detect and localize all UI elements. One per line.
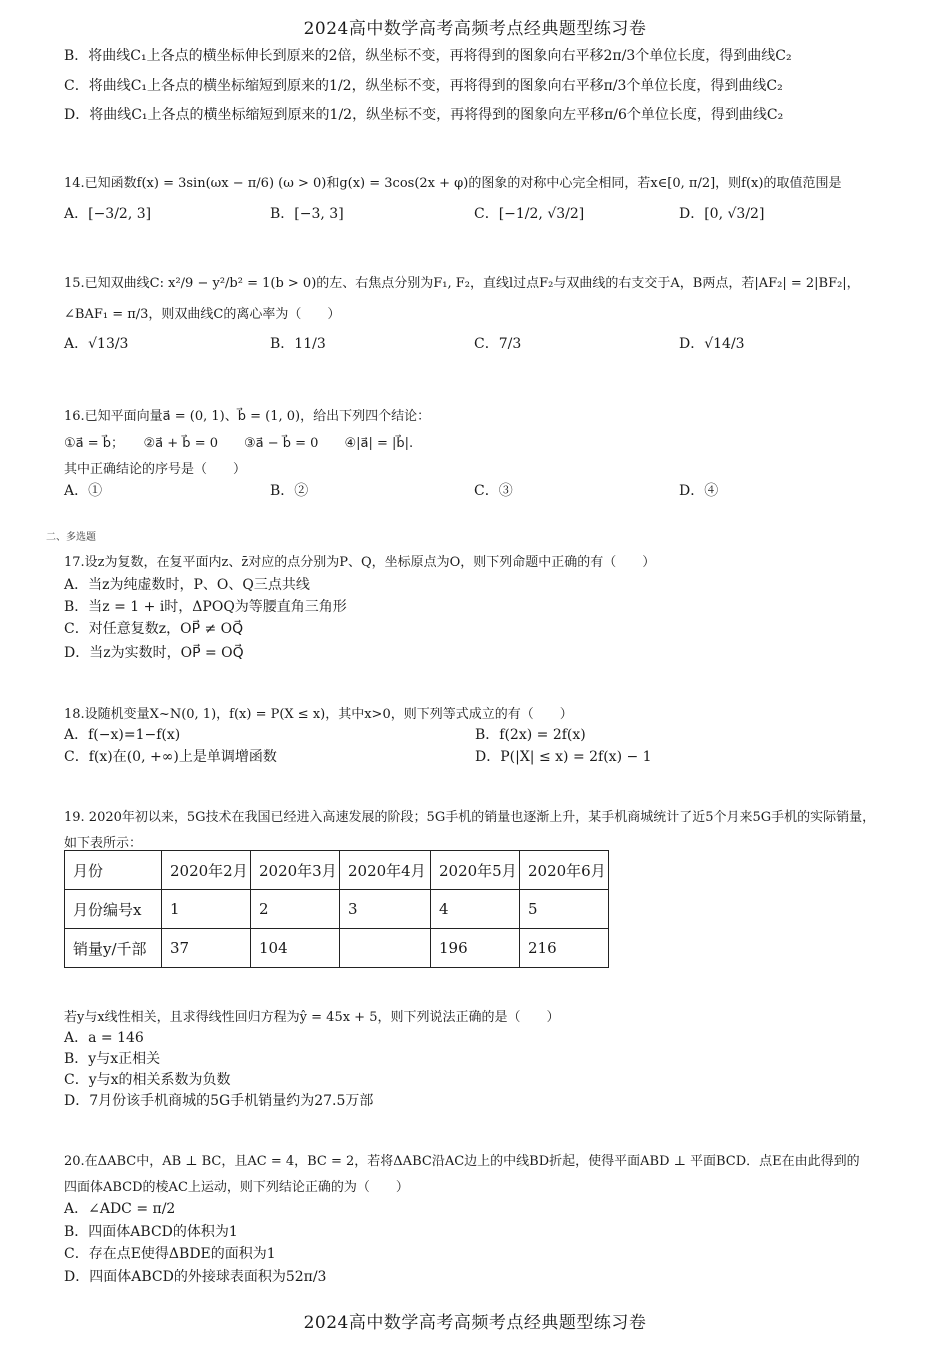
table-cell: 2020年3月 — [251, 851, 340, 890]
table-cell: 104 — [251, 929, 340, 968]
q14-option-b: B．[−3, 3] — [270, 206, 344, 222]
table-cell: 4 — [431, 890, 520, 929]
q15-stem-line2: ∠BAF₁ = π/3，则双曲线C的离心率为（ ） — [64, 307, 341, 322]
q15-option-b: B．11/3 — [270, 336, 326, 352]
q14-option-c: C．[−1/2, √3/2] — [474, 206, 585, 222]
q16-option-a: A．① — [64, 483, 103, 499]
table-row — [65, 851, 609, 890]
q20-stem-line1: 20.在ΔABC中，AB ⊥ BC，且AC = 4，BC = 2，若将ΔABC沿AC边上的中线BD折起，使得平面ABD ⊥ 平面BCD．点E在由此得到的 — [64, 1154, 860, 1169]
q15-option-d: D．√14/3 — [679, 336, 745, 352]
page-header-title: 2024高中数学高考高频考点经典题型练习卷 — [303, 19, 647, 39]
q17-option-d: D．当z为实数时，OP⃗ = OQ⃗ — [64, 645, 244, 661]
q13-option-d: D．将曲线C₁上各点的横坐标缩短到原来的1/2，纵坐标不变，再将得到的图象向左平移π/6个单位长度，得到曲线C₂ — [64, 107, 784, 123]
q17-option-c: C．对任意复数z，OP⃗ ≠ OQ⃗ — [64, 621, 244, 637]
q17-stem: 17.设z为复数，在复平面内z、z̄对应的点分别为P、Q，坐标原点为O，则下列命题中正确的有（ ） — [64, 555, 656, 570]
q19-option-b: B．y与x正相关 — [64, 1051, 161, 1067]
q18-option-b: B．f(2x) = 2f(x) — [475, 727, 586, 743]
table-cell: 2 — [251, 890, 340, 929]
q15-stem-line1: 15.已知双曲线C: x²/9 − y²/b² = 1(b > 0)的左、右焦点分别为F₁, F₂，直线l过点F₂与双曲线的右支交于A，B两点，若|AF₂| = 2|BF₂|， — [64, 276, 860, 291]
q18-option-d: D．P(|X| ≤ x) = 2f(x) − 1 — [475, 749, 652, 765]
q17-option-b: B．当z = 1 + i时，ΔPOQ为等腰直角三角形 — [64, 599, 347, 615]
q18-option-a: A．f(−x)=1−f(x) — [64, 727, 181, 743]
q19-option-c: C．y与x的相关系数为负数 — [64, 1072, 231, 1088]
q16-option-b: B．② — [270, 483, 309, 499]
table-cell: 37 — [162, 929, 251, 968]
q14-stem: 14.已知函数f(x) = 3sin(ωx − π/6) (ω > 0)和g(x) = 3cos(2x + φ)的图象的对称中心完全相同，若x∈[0, π/2]，则f(x)的取值范围是 — [64, 176, 842, 191]
q16-conclusions: ①a⃗ = b⃗； ②a⃗ + b⃗ = 0 ③a⃗ − b⃗ = 0 ④|a⃗| = |b⃗|. — [64, 436, 414, 451]
q19-stem-line1: 19. 2020年初以来，5G技术在我国已经进入高速发展的阶段；5G手机的销量也逐渐上升，某手机商城统计了近5个月来5G手机的实际销量， — [64, 810, 876, 825]
q19-option-a: A．a = 146 — [64, 1030, 144, 1046]
table-cell: 销量y/千部 — [65, 929, 162, 968]
q16-stem: 16.已知平面向量a⃗ = (0, 1)、b⃗ = (1, 0)，给出下列四个结论： — [64, 409, 431, 424]
q13-option-b: B．将曲线C₁上各点的横坐标伸长到原来的2倍，纵坐标不变，再将得到的图象向右平移2π/3个单位长度，得到曲线C₂ — [64, 48, 792, 64]
table-cell: 2020年4月 — [340, 851, 431, 890]
table-cell: 月份编号x — [65, 890, 162, 929]
q16-option-d: D．④ — [679, 483, 719, 499]
q18-stem: 18.设随机变量X~N(0, 1)，f(x) = P(X ≤ x)，其中x>0，则下列等式成立的有（ ） — [64, 707, 573, 722]
page-footer-title: 2024高中数学高考高频考点经典题型练习卷 — [303, 1313, 647, 1333]
q15-option-c: C．7/3 — [474, 336, 522, 352]
q14-option-d: D．[0, √3/2] — [679, 206, 765, 222]
table-cell: 月份 — [65, 851, 162, 890]
table-cell: 3 — [340, 890, 431, 929]
q19-stem-line2: 如下表所示： — [64, 836, 143, 851]
q19-after-table: 若y与x线性相关，且求得线性回归方程为ŷ = 45x + 5，则下列说法正确的是（ ） — [64, 1010, 560, 1025]
q13-option-c: C．将曲线C₁上各点的横坐标缩短到原来的1/2，纵坐标不变，再将得到的图象向右平移π/3个单位长度，得到曲线C₂ — [64, 78, 783, 94]
table-cell: 2020年5月 — [431, 851, 520, 890]
q15-option-a: A．√13/3 — [64, 336, 129, 352]
table-cell: 5 — [520, 890, 609, 929]
q20-option-c: C．存在点E使得ΔBDE的面积为1 — [64, 1246, 276, 1262]
q16-ask: 其中正确结论的序号是（ ） — [64, 462, 247, 477]
q18-option-c: C．f(x)在(0, +∞)上是单调增函数 — [64, 749, 277, 765]
q14-option-a: A．[−3/2, 3] — [64, 206, 152, 222]
table-cell: 196 — [431, 929, 520, 968]
table-row — [65, 929, 609, 968]
table-cell: 1 — [162, 890, 251, 929]
q16-option-c: C．③ — [474, 483, 513, 499]
sales-table — [64, 850, 609, 968]
table-cell: 2020年6月 — [520, 851, 609, 890]
q20-stem-line2: 四面体ABCD的棱AC上运动，则下列结论正确的为（ ） — [64, 1180, 409, 1195]
q20-option-b: B．四面体ABCD的体积为1 — [64, 1224, 238, 1240]
q17-option-a: A．当z为纯虚数时，P、O、Q三点共线 — [64, 577, 310, 593]
q19-option-d: D．7月份该手机商城的5G手机销量约为27.5万部 — [64, 1093, 374, 1109]
table-cell: 2020年2月 — [162, 851, 251, 890]
table-cell: 216 — [520, 929, 609, 968]
q20-option-a: A．∠ADC = π/2 — [64, 1201, 176, 1217]
q20-option-d: D．四面体ABCD的外接球表面积为52π/3 — [64, 1269, 327, 1285]
table-row — [65, 890, 609, 929]
section-heading-multi-choice: 二、多选题 — [46, 532, 96, 543]
table-cell — [340, 929, 431, 968]
